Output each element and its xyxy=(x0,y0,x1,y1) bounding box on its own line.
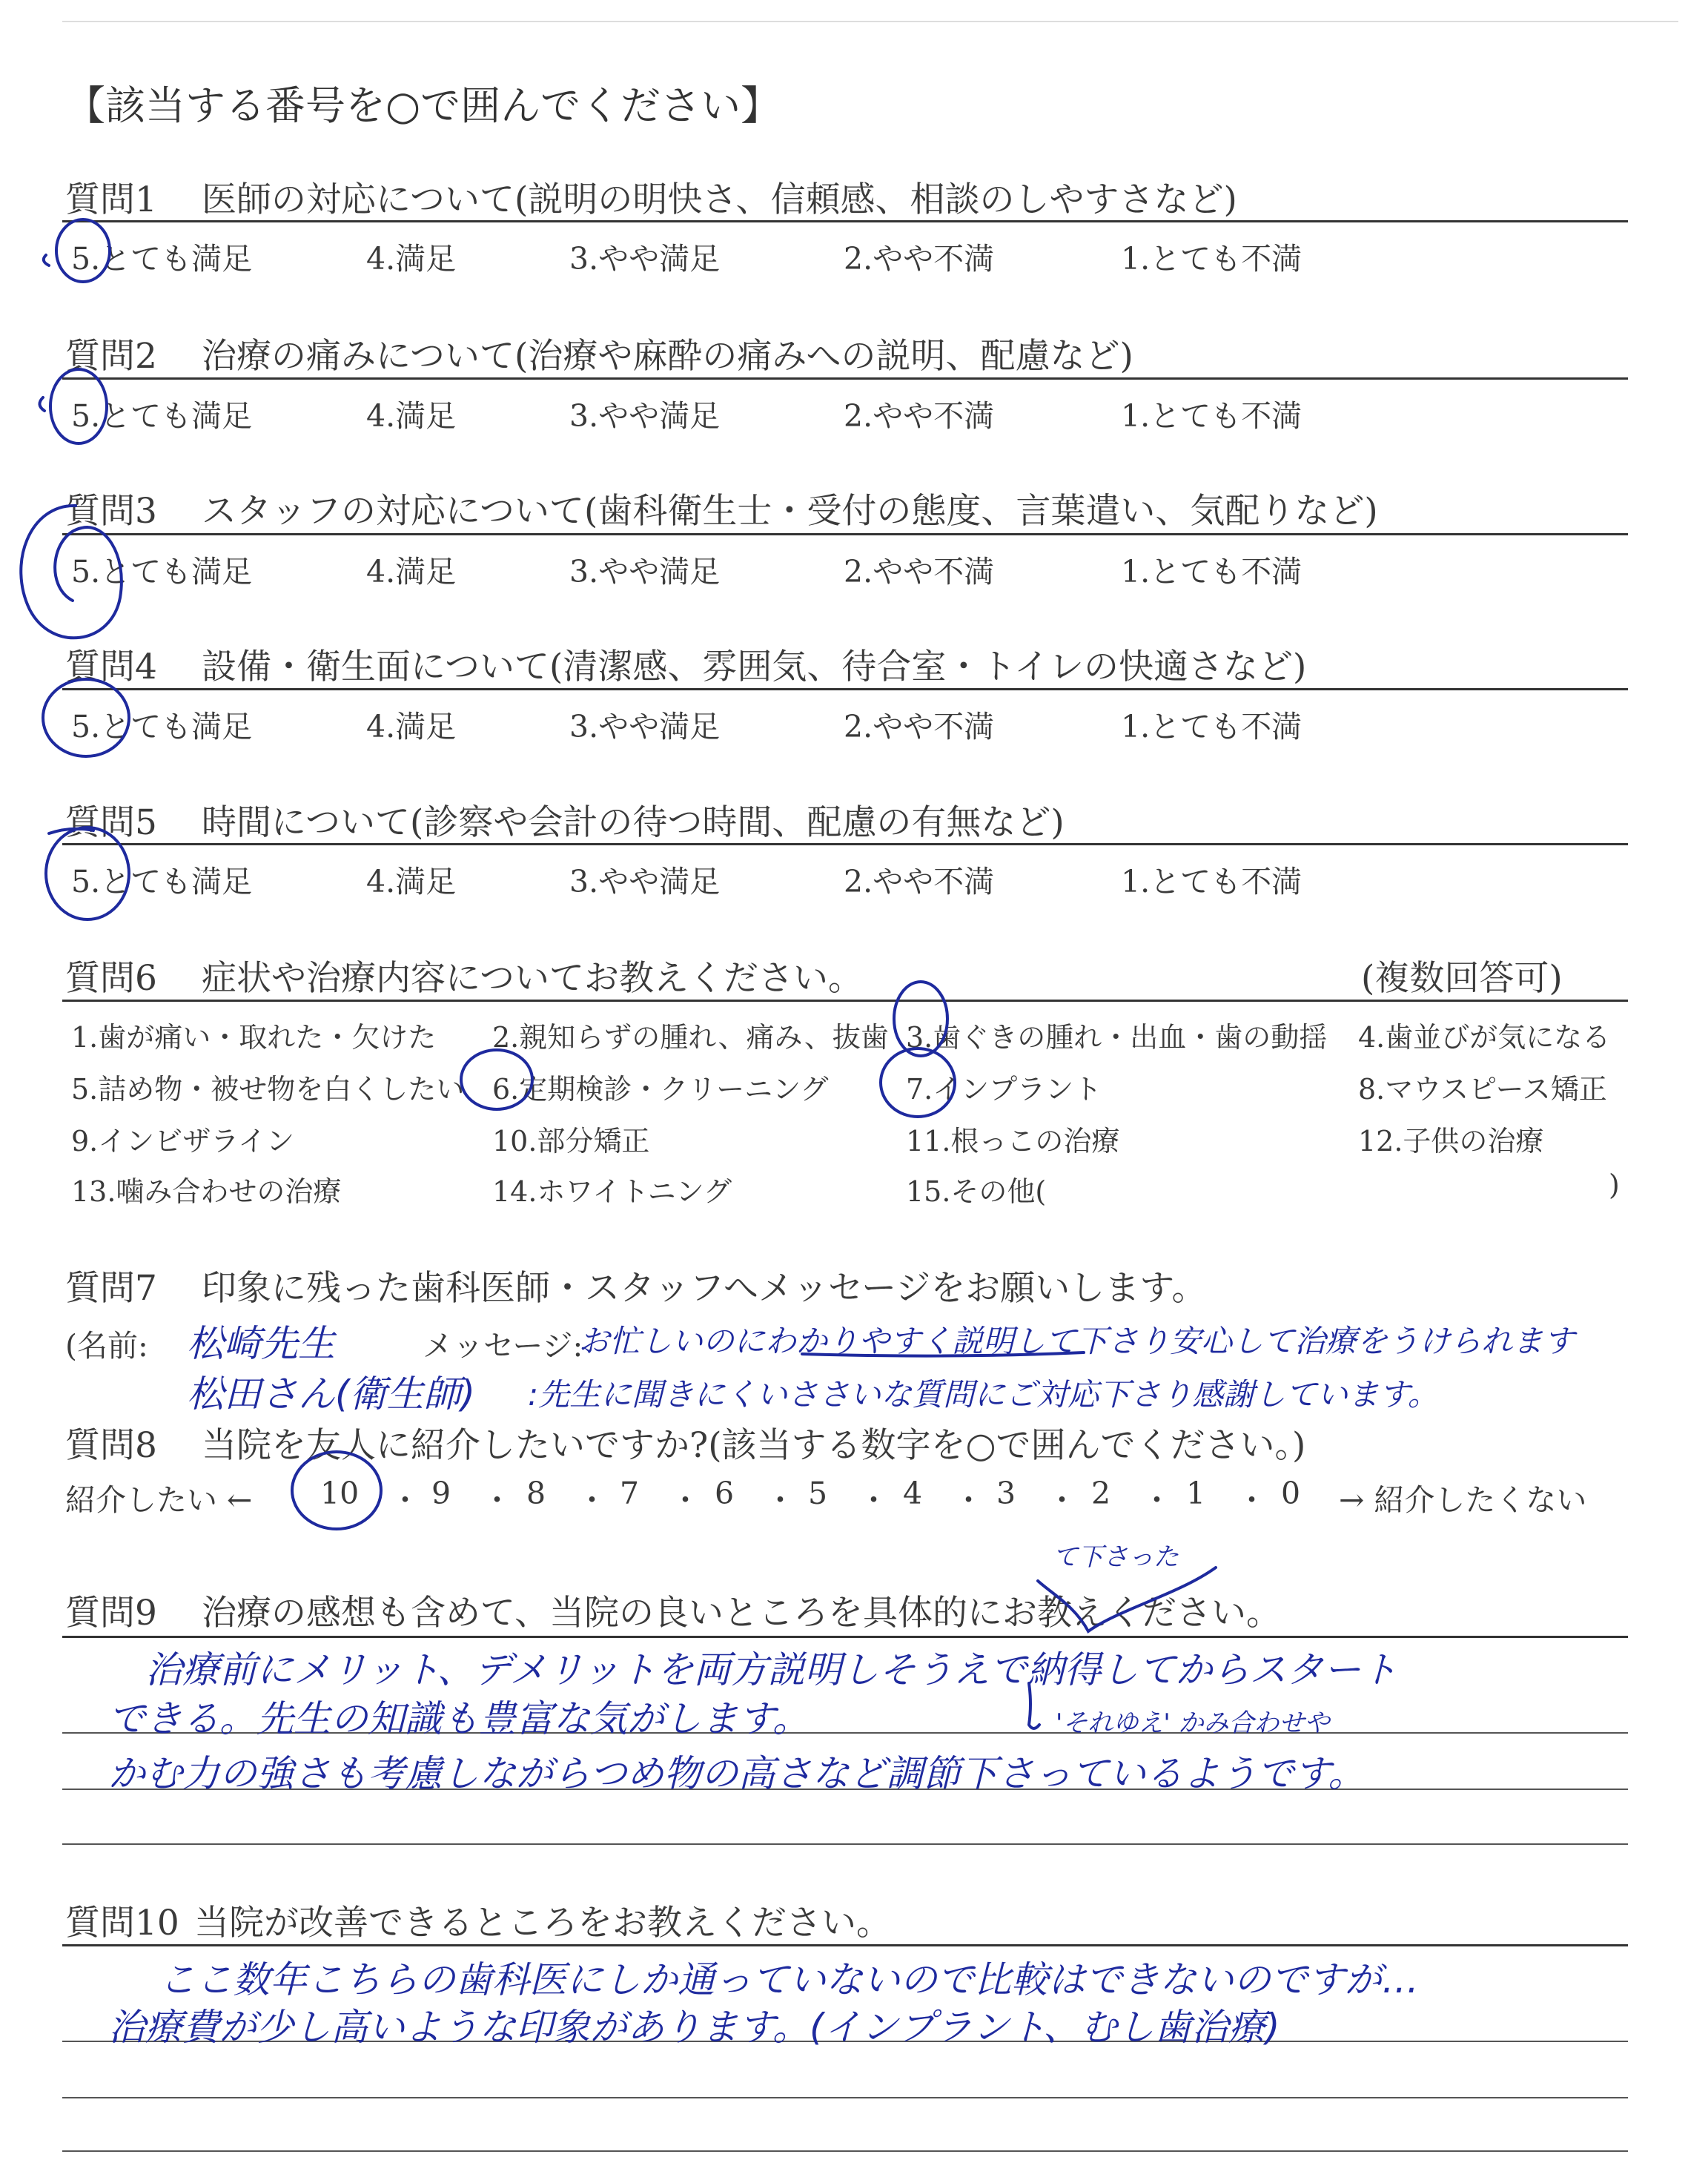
scale-9[interactable]: 9 xyxy=(431,1476,451,1511)
scale-0[interactable]: 0 xyxy=(1281,1476,1301,1511)
option-1[interactable]: 1.とても不満 xyxy=(1121,554,1302,589)
scale-sep: ・ xyxy=(670,1482,701,1518)
scale-3[interactable]: 3 xyxy=(996,1476,1016,1511)
multiple-answer-note: (複数回答可) xyxy=(1361,958,1563,999)
scale-sep: ・ xyxy=(1237,1482,1267,1518)
question-text: 印象に残った歯科医師・スタッフへメッセージをお願いします。 xyxy=(202,1268,1207,1309)
option-4[interactable]: 4.満足 xyxy=(366,864,457,899)
option-4[interactable]: 4.満足 xyxy=(366,398,457,434)
selection-circle-q2 xyxy=(50,369,107,443)
answer-insert-2: 'それゆえ' かみ合わせや xyxy=(1056,1708,1330,1738)
option-4[interactable]: 4.満足 xyxy=(366,554,457,589)
scale-10[interactable]: 10 xyxy=(320,1476,360,1511)
scale-6[interactable]: 6 xyxy=(715,1476,735,1511)
q6-item-14[interactable]: 14.ホワイトニング xyxy=(492,1175,732,1208)
scale-7[interactable]: 7 xyxy=(620,1476,640,1511)
scale-5[interactable]: 5 xyxy=(808,1476,828,1511)
option-5[interactable]: 5.とても満足 xyxy=(71,241,253,277)
staff-message-2: :先生に聞きにくいささいな質問にご対応下さり感謝しています。 xyxy=(528,1376,1439,1413)
scale-sep: ・ xyxy=(765,1482,795,1518)
question-text: 当院を友人に紹介したいですか?(該当する数字を○で囲んでください。) xyxy=(202,1425,1306,1466)
option-3[interactable]: 3.やや満足 xyxy=(569,398,721,434)
option-1[interactable]: 1.とても不満 xyxy=(1121,398,1302,434)
option-5[interactable]: 5.とても満足 xyxy=(71,864,253,899)
selection-circle-q5 xyxy=(46,828,129,919)
selection-circle-q6-7 xyxy=(881,1048,955,1117)
scale-right-label: → 紹介したくない xyxy=(1339,1482,1587,1518)
selection-circle-q1 xyxy=(56,219,110,282)
scale-sep: ・ xyxy=(1047,1482,1077,1518)
option-3[interactable]: 3.やや満足 xyxy=(569,864,721,899)
option-4[interactable]: 4.満足 xyxy=(366,709,457,744)
selection-circle-q4 xyxy=(43,679,129,756)
q6-item-10[interactable]: 10.部分矯正 xyxy=(492,1125,650,1157)
question-text: 当院が改善できるところをお教えください。 xyxy=(194,1903,891,1943)
staff-name-2: 松田さん(衛生師) xyxy=(187,1373,476,1416)
scale-sep: ・ xyxy=(482,1482,512,1518)
insert-caret-1 xyxy=(1038,1568,1216,1631)
question-text: スタッフの対応について(歯科衛生士・受付の態度、言葉遣い、気配りなど) xyxy=(202,491,1378,532)
question-label: 質問3 xyxy=(65,491,157,532)
selection-circle-q2-tail xyxy=(39,397,44,411)
staff-name-1: 松崎先生 xyxy=(187,1322,335,1365)
question-text: 時間について(診察や会計の待つ時間、配慮の有無など) xyxy=(202,802,1065,843)
scale-sep: ・ xyxy=(858,1482,889,1518)
q6-item-2[interactable]: 2.親知らずの腫れ、痛み、抜歯 xyxy=(492,1021,889,1054)
scale-sep: ・ xyxy=(1142,1482,1172,1518)
scale-1[interactable]: 1 xyxy=(1186,1476,1206,1511)
question-label: 質問7 xyxy=(65,1268,157,1309)
q6-item-8[interactable]: 8.マウスピース矯正 xyxy=(1358,1073,1607,1106)
option-4[interactable]: 4.満足 xyxy=(366,241,457,277)
option-3[interactable]: 3.やや満足 xyxy=(569,709,721,744)
answer-line-1: 治療前にメリット、デメリットを両方説明しそうえで納得してからスタート xyxy=(145,1648,1398,1691)
selection-circle-q6-6 xyxy=(461,1050,532,1109)
q6-item-1[interactable]: 1.歯が痛い・取れた・欠けた xyxy=(71,1021,437,1054)
q6-item-7[interactable]: 7.インプラント xyxy=(906,1073,1102,1106)
page-title: 【該当する番号を○で囲んでください】 xyxy=(65,82,781,129)
question-text: 症状や治療内容についてお教えください。 xyxy=(202,958,864,999)
q6-item-4[interactable]: 4.歯並びが気になる xyxy=(1358,1021,1611,1054)
scale-4[interactable]: 4 xyxy=(903,1476,923,1511)
option-3[interactable]: 3.やや満足 xyxy=(569,554,721,589)
q6-other-close-paren: ) xyxy=(1609,1169,1620,1201)
option-2[interactable]: 2.やや不満 xyxy=(844,554,995,589)
scale-8[interactable]: 8 xyxy=(526,1476,546,1511)
option-5[interactable]: 5.とても満足 xyxy=(71,709,253,744)
q6-item-6[interactable]: 6.定期検診・クリーニング xyxy=(492,1073,829,1106)
question-label: 質問6 xyxy=(65,958,157,999)
option-2[interactable]: 2.やや不満 xyxy=(844,864,995,899)
scale-2[interactable]: 2 xyxy=(1091,1476,1111,1511)
question-label: 質問1 xyxy=(65,179,157,220)
scale-sep: ・ xyxy=(390,1482,420,1518)
answer-line-1: ここ数年こちらの歯科医にしか通っていないので比較はできないのですが… xyxy=(159,1958,1419,2001)
option-2[interactable]: 2.やや不満 xyxy=(844,709,995,744)
question-label: 質問8 xyxy=(65,1425,157,1466)
q6-item-15[interactable]: 15.その他( xyxy=(906,1175,1047,1208)
question-text: 治療の感想も含めて、当院の良いところを具体的にお教えください。 xyxy=(202,1593,1282,1634)
question-label: 質問4 xyxy=(65,647,157,687)
staff-message-1: お忙しいのにわかりやすく説明して下さり安心して治療をうけられます xyxy=(578,1323,1575,1359)
answer-insert-1: て下さった xyxy=(1053,1542,1179,1572)
selection-circle-q1-tail xyxy=(44,255,49,265)
option-1[interactable]: 1.とても不満 xyxy=(1121,864,1302,899)
question-label: 質問10 xyxy=(65,1903,179,1943)
message-underline xyxy=(802,1353,1084,1356)
answer-line-2: できる。先生の知識も豊富な気がします。 xyxy=(108,1697,810,1740)
name-label: (名前: xyxy=(65,1328,148,1364)
insert-caret-2 xyxy=(1029,1683,1039,1728)
question-text: 設備・衛生面について(清潔感、雰囲気、待合室・トイレの快適さなど) xyxy=(202,647,1307,687)
option-5[interactable]: 5.とても満足 xyxy=(71,554,253,589)
question-label: 質問5 xyxy=(65,802,157,843)
q6-item-3[interactable]: 3.歯ぐきの腫れ・出血・歯の動揺 xyxy=(906,1021,1328,1054)
scale-left-label: 紹介したい ← xyxy=(65,1482,253,1518)
option-2[interactable]: 2.やや不満 xyxy=(844,398,995,434)
selection-circle-q6-3 xyxy=(894,982,947,1056)
selection-circle-q3 xyxy=(21,506,122,638)
scale-sep: ・ xyxy=(953,1482,984,1518)
q6-item-5[interactable]: 5.詰め物・被せ物を白くしたい xyxy=(71,1073,465,1106)
selection-circle-q8-10 xyxy=(292,1452,381,1529)
question-label: 質問9 xyxy=(65,1593,157,1634)
question-text: 治療の痛みについて(治療や麻酔の痛みへの説明、配慮など) xyxy=(202,336,1133,377)
answer-line-3: かむ力の強さも考慮しながらつめ物の高さなど調節下さっているようです。 xyxy=(108,1752,1366,1795)
option-2[interactable]: 2.やや不満 xyxy=(844,241,995,277)
message-label: メッセージ: xyxy=(423,1328,583,1364)
q6-item-12[interactable]: 12.子供の治療 xyxy=(1358,1125,1544,1157)
option-5[interactable]: 5.とても満足 xyxy=(71,398,253,434)
option-1[interactable]: 1.とても不満 xyxy=(1121,241,1302,277)
scale-sep: ・ xyxy=(577,1482,607,1518)
option-1[interactable]: 1.とても不満 xyxy=(1121,709,1302,744)
option-3[interactable]: 3.やや満足 xyxy=(569,241,721,277)
answer-line-2: 治療費が少し高いような印象があります。(インプラント、むし歯治療) xyxy=(108,2006,1280,2049)
question-text: 医師の対応について(説明の明快さ、信頼感、相談のしやすさなど) xyxy=(202,179,1237,220)
question-label: 質問2 xyxy=(65,336,157,377)
q6-item-13[interactable]: 13.噛み合わせの治療 xyxy=(71,1175,342,1208)
q6-item-11[interactable]: 11.根っこの治療 xyxy=(906,1125,1120,1157)
q6-item-9[interactable]: 9.インビザライン xyxy=(71,1125,295,1157)
